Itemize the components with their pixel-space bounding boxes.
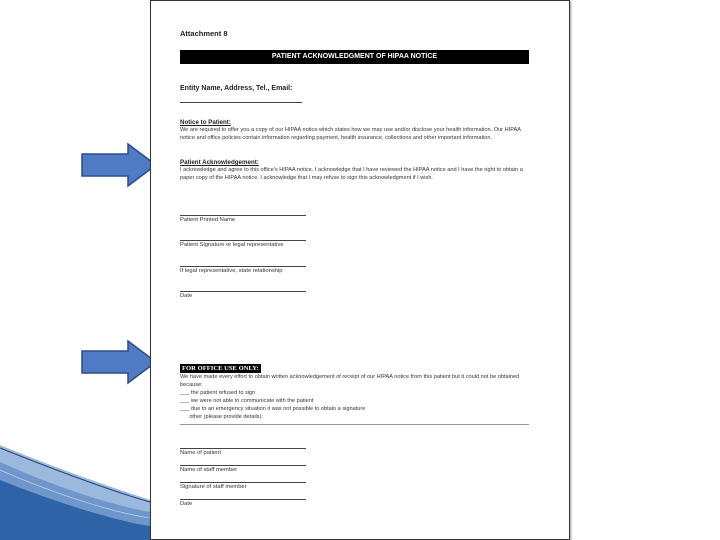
office-option: ___ we were not able to communicate with the patient bbox=[180, 398, 314, 404]
patient-name-label: Patient Printed Name bbox=[180, 217, 236, 223]
patient-signature-label: Patient Signature or legal representative bbox=[180, 242, 284, 248]
signature-line bbox=[180, 482, 306, 483]
acknowledgement-heading: Patient Acknowledgement: bbox=[180, 159, 259, 166]
entity-line bbox=[180, 102, 302, 103]
signature-line bbox=[180, 465, 306, 466]
signature-line bbox=[180, 240, 306, 241]
office-use-text: We have made every effort to obtain written acknowledgement of receipt of our HIPAA notice from this patient but it could not be obtained because: bbox=[180, 374, 520, 388]
notice-text: We are required to offer you a copy of our HIPAA notice which states how we may use and/or disclose your health information. Our HIPAA notice and office policies contain information regarding payment, health insurance, collections and other important information. bbox=[180, 127, 521, 141]
signature-line bbox=[180, 266, 306, 267]
signature-line bbox=[180, 215, 306, 216]
signature-line bbox=[180, 499, 306, 500]
signature-line bbox=[180, 291, 306, 292]
staff-signature-label: Signature of staff member bbox=[180, 484, 247, 490]
staff-date-label: Date bbox=[180, 501, 193, 507]
staff-name-label: Name of staff member bbox=[180, 467, 238, 473]
signature-line bbox=[180, 448, 306, 449]
attachment-label: Attachment 8 bbox=[180, 29, 228, 38]
office-option: other (please provide details): bbox=[180, 414, 264, 420]
patient-date-label: Date bbox=[180, 293, 193, 299]
patient-name-staff-label: Name of patient bbox=[180, 450, 221, 456]
arrow-right-icon bbox=[80, 339, 158, 385]
form-title: PATIENT ACKNOWLEDGMENT OF HIPAA NOTICE bbox=[180, 50, 529, 64]
office-option: ___ the patient refused to sign bbox=[180, 390, 256, 396]
office-option: ___ due to an emergency situation it was not possible to obtain a signature bbox=[180, 406, 366, 412]
acknowledgement-text: I acknowledge and agree to this office's HIPAA notice. I acknowledge that I have reviewed the HIPAA notice and I have the right to obtain a paper copy of the HIPAA notice. I acknowledge that I may refuse to sign this acknowledgment if I wish. bbox=[180, 167, 523, 181]
entity-label: Entity Name, Address, Tel., Email: bbox=[180, 85, 293, 92]
details-line bbox=[180, 424, 529, 425]
notice-heading: Notice to Patient: bbox=[180, 119, 231, 126]
relationship-label: If legal representative, state relationship bbox=[180, 268, 283, 274]
arrow-right-icon bbox=[80, 142, 158, 188]
hipaa-form-page bbox=[150, 0, 570, 540]
office-use-heading: FOR OFFICE USE ONLY: bbox=[182, 365, 259, 372]
